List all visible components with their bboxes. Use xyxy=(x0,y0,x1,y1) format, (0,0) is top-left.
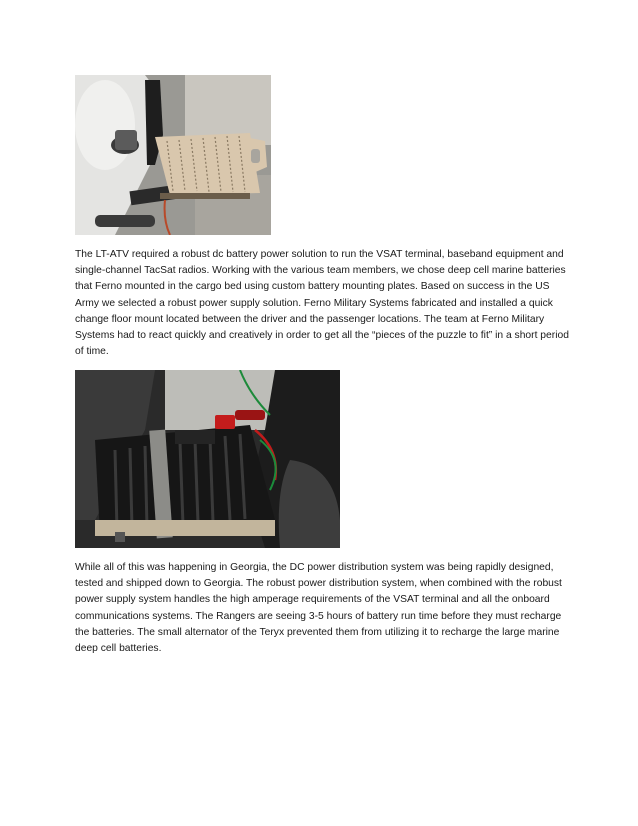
battery-mounting-plate-photo xyxy=(75,75,271,235)
installed-battery-photo xyxy=(75,370,340,548)
body-paragraph: The LT-ATV required a robust dc battery power solution to run the VSAT terminal, baseband equipment and single-channel TacSat radios. Working with the various team members, we chose deep cell marine batteries that Ferno mounted in the cargo bed using custom battery mounting plates. Based on success in the US Army we selected a robust power supply solution. Ferno Military Systems fabricated and installed a quick change floor mount located between the driver and the passenger locations. The team at Ferno Military Systems had to react quickly and creatively in order to get all the “pieces of the puzzle to fit” in a short period of time. xyxy=(75,249,569,358)
body-paragraph: While all of this was happening in Georgia, the DC power distribution system was being rapidly designed, tested and shipped down to Georgia. The robust power distribution system, when combined with the robust power supply system handles the high amperage requirements of the VSAT terminal and all the onboard communications systems. The Rangers are seeing 3-5 hours of battery run time before they must recharge the batteries. The small alternator of the Teryx prevented them from utilizing it to recharge the large marine deep cell batteries. xyxy=(75,562,562,655)
